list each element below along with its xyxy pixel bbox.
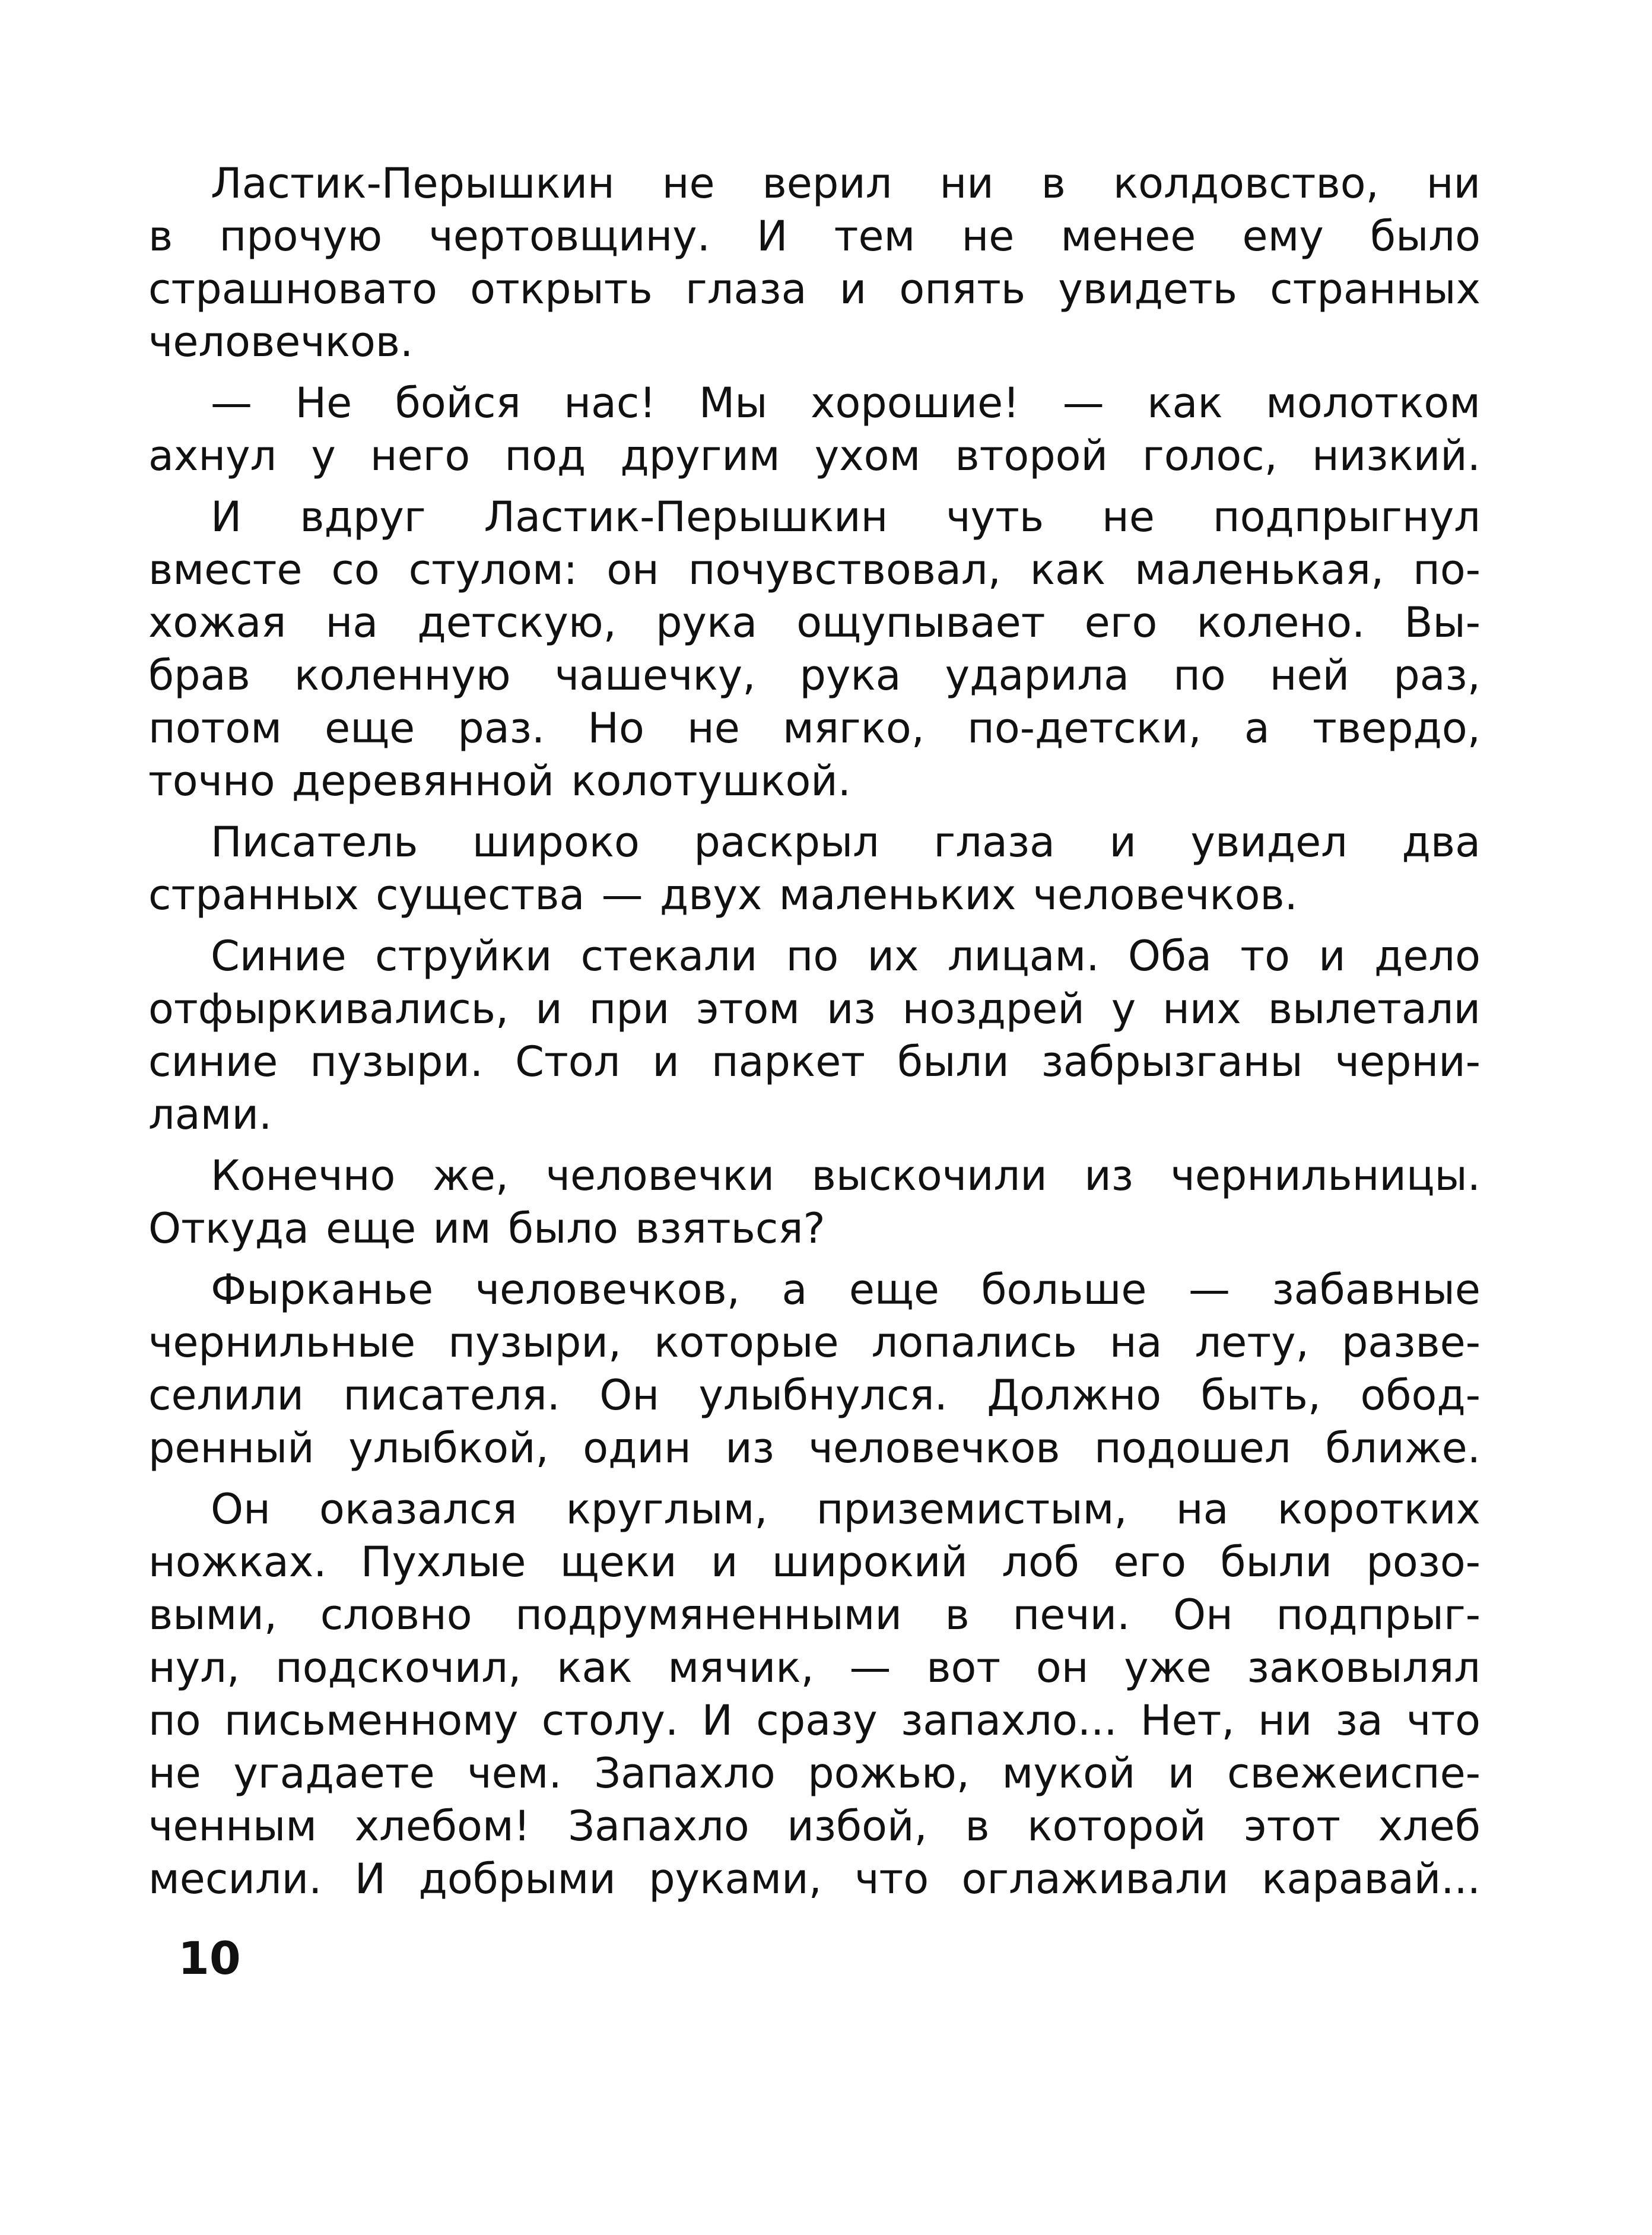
text-line: потом еще раз. Но не мягко, по-детски, а твердо, [148,704,1481,753]
text-line: месили. И добрыми руками, что оглаживали каравай... [148,1855,1481,1903]
text-line: Синие струйки стекали по их лицам. Оба то и дело [211,932,1481,980]
text-line: по письменному столу. И сразу запахло... Нет, ни за что [148,1696,1481,1745]
text-line: брав коленную чашечку, рука ударила по ней раз, [148,651,1481,700]
text-line: И вдруг Ластик-Перышкин чуть не подпрыгнул [211,493,1481,541]
text-line: лами. [148,1090,272,1139]
paragraph [148,930,1481,1141]
text-line: Откуда еще им было взяться? [148,1204,825,1253]
text-line: точно деревянной колотушкой. [148,757,852,805]
paragraph [148,157,1481,369]
paragraph [148,1263,1481,1475]
text-line: Ластик-Перышкин не верил ни в колдовство, ни [211,159,1481,208]
paragraph [148,491,1481,808]
text-line: нул, подскочил, как мячик, — вот он уже заковылял [148,1643,1481,1692]
text-line: ченным хлебом! Запахло избой, в которой этот хлеб [148,1802,1481,1850]
text-line: — Не бойся нас! Мы хорошие! — как молотком [211,379,1481,427]
paragraph [148,1483,1481,1906]
text-line: Он оказался круглым, приземистым, на коротких [211,1485,1481,1534]
text-line: Фырканье человечков, а еще больше — забавные [211,1265,1481,1314]
text-line: ренный улыбкой, один из человечков подошел ближе. [148,1424,1481,1472]
text-line: селили писателя. Он улыбнулся. Должно быть, обод- [148,1371,1481,1420]
text-line: выми, словно подрумяненными в печи. Он подпрыг- [148,1590,1481,1639]
paragraph [148,1150,1481,1255]
text-line: Конечно же, человечки выскочили из чернильницы. [211,1151,1481,1200]
text-line: ножках. Пухлые щеки и широкий лоб его были розо- [148,1538,1481,1586]
paragraph [148,377,1481,482]
text-line: странных существа — двух маленьких человечков. [148,871,1298,919]
text-line: не угадаете чем. Запахло рожью, мукой и свежеиспе- [148,1749,1481,1798]
text-line: отфыркивались, и при этом из ноздрей у них вылетали [148,985,1481,1033]
body-text [148,157,1481,1914]
text-line: в прочую чертовщину. И тем не менее ему было [148,212,1481,261]
text-line: чернильные пузыри, которые лопались на лету, разве- [148,1318,1481,1367]
text-line: человечков. [148,318,414,366]
page-number: 10 [178,1932,241,1985]
text-line: хожая на детскую, рука ощупывает его колено. Вы- [148,598,1481,647]
text-line: Писатель широко раскрыл глаза и увидел два [211,818,1481,866]
text-line: ахнул у него под другим ухом второй голос, низкий. [148,431,1481,480]
text-line: вместе со стулом: он почувствовал, как маленькая, по- [148,545,1481,594]
paragraph [148,816,1481,922]
text-line: страшновато открыть глаза и опять увидеть странных [148,265,1481,313]
text-line: синие пузыри. Стол и паркет были забрызганы черни- [148,1037,1481,1086]
